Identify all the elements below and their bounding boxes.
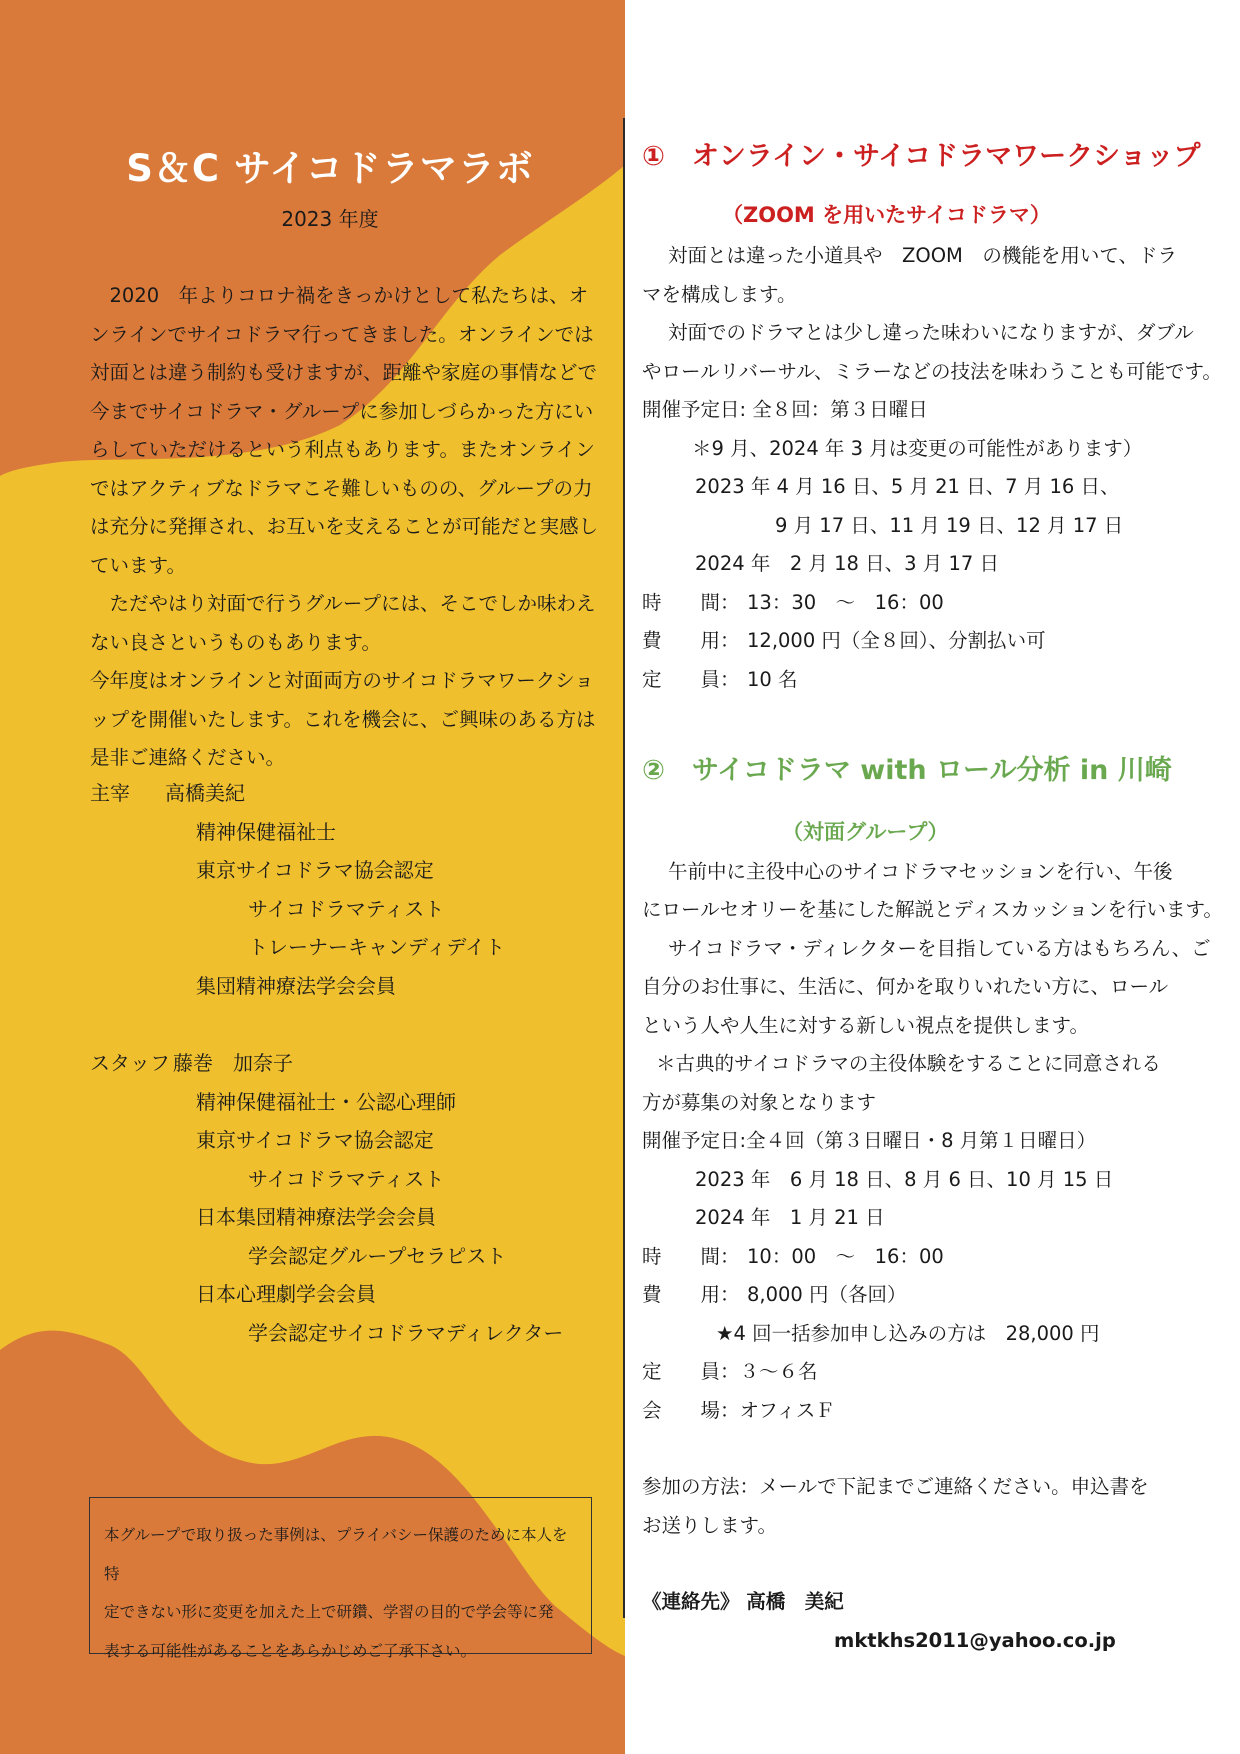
ws2-desc: にロールセオリーを基にした解説とディスカッションを行います。: [642, 898, 1223, 921]
page-title: S＆C サイコドラマラボ: [126, 147, 534, 190]
ws2-fee: 8,000 円（各回）: [747, 1283, 907, 1306]
ws1-schedule: 開催予定日: 全８回：第３日曜日: [642, 398, 928, 421]
ws2-desc: 方が募集の対象となります: [642, 1091, 877, 1114]
ws1-dates: 2024 年 2 月 18 日、3 月 17 日: [695, 552, 999, 575]
column-divider: [623, 118, 625, 1618]
ws2-desc: 午前中に主役中心のサイコドラマセッションを行い、午後: [668, 860, 1173, 883]
notice-line: 本グループで取り扱った事例は、プライバシー保護のために本人を特: [104, 1526, 568, 1583]
ws1-desc: やロールリバーサル、ミラーなどの技法を味わうことも可能です。: [642, 360, 1222, 383]
ws2-capacity: 定 員：３～６名: [642, 1360, 818, 1383]
intro-paragraph: 今年度はオンラインと対面両方のサイコドラマワークショップを開催いたします。これを機会に、ご興味のある方は是非ご連絡ください。: [90, 669, 596, 769]
organizer-role: 主宰: [90, 781, 130, 805]
how-to-join: お送りします。: [642, 1514, 777, 1537]
ws1-capacity-label: 定 員：: [642, 668, 740, 691]
credential: 東京サイコドラマ協会認定: [196, 858, 434, 882]
ws1-dates: 2023 年 4 月 16 日、5 月 21 日、7 月 16 日、: [695, 475, 1120, 498]
year-label: 2023 年度: [281, 207, 379, 231]
ws1-desc: 対面とは違った小道具や ZOOM の機能を用いて、ドラ: [668, 244, 1177, 267]
ws2-desc: サイコドラマ・ディレクターを目指している方はもちろん、ご: [668, 937, 1211, 960]
credential: サイコドラマティスト: [248, 896, 445, 921]
intro-paragraph: 2020 年よりコロナ禍をきっかけとして私たちは、オンラインでサイコドラマ行ってきました。オンラインでは対面とは違う制約も受けますが、距離や家庭の事情などで今までサイコドラマ・グループに参加しづらかった方にいらしていただけるという利点もあります。またオンラインではアクティブなドラマこそ難しいものの、グループの力は充分に発揮され、お互いを支えることが可能だと実感しています。: [90, 284, 599, 577]
credential: 精神保健福祉士・公認心理師: [196, 1089, 456, 1114]
ws2-venue: 会 場：オフィスＦ: [642, 1399, 835, 1422]
workshop1-heading: ① オンライン・サイコドラマワークショップ: [642, 141, 1201, 172]
ws2-fee-note: ★4 回一括参加申し込みの方は 28,000 円: [716, 1322, 1100, 1345]
ws2-schedule: 開催予定日:全４回（第３日曜日・8 月第１日曜日）: [642, 1129, 1097, 1152]
credential: 集団精神療法学会会員: [196, 973, 396, 998]
credential: 学会認定サイコドラマディレクター: [248, 1320, 564, 1345]
workshop2-subheading: （対面グループ）: [782, 820, 949, 844]
contact-email-link[interactable]: mktkhs2011@yahoo.co.jp: [834, 1629, 1116, 1652]
staff-name: 藤巻 加奈子: [173, 1051, 293, 1075]
workshop1-subheading: （ZOOM を用いたサイコドラマ）: [722, 203, 1051, 227]
contact-label: 《連絡先》 高橋 美紀: [642, 1590, 844, 1613]
intro-text: [90, 277, 605, 778]
ws1-desc: マを構成します。: [642, 283, 797, 306]
ws2-time-label: 時 間：: [642, 1245, 740, 1268]
ws1-desc: 対面でのドラマとは少し違った味わいになりますが、ダブル: [668, 321, 1194, 344]
ws1-dates: 9 月 17 日、11 月 19 日、12 月 17 日: [775, 514, 1124, 537]
staff-block: [90, 1044, 610, 1352]
ws2-desc: ＊古典的サイコドラマの主役体験をすることに同意される: [656, 1052, 1161, 1075]
ws2-dates: 2024 年 1 月 21 日: [695, 1206, 885, 1229]
staff-role: スタッフ: [90, 1051, 170, 1075]
credential: 日本心理劇学会会員: [196, 1282, 376, 1306]
ws1-time: 13：30 ～ 16：00: [747, 591, 944, 614]
ws1-capacity: 10 名: [747, 668, 798, 691]
credential: 東京サイコドラマ協会認定: [196, 1128, 434, 1152]
credential: トレーナーキャンディデイト: [248, 935, 505, 959]
ws2-dates: 2023 年 6 月 18 日、8 月 6 日、10 月 15 日: [695, 1168, 1114, 1191]
ws2-desc: 自分のお仕事に、生活に、何かを取りいれたい方に、ロール: [642, 975, 1169, 998]
credential: サイコドラマティスト: [248, 1166, 445, 1191]
how-to-join: 参加の方法：メールで下記までご連絡ください。申込書を: [642, 1475, 1149, 1498]
ws2-fee-label: 費 用：: [642, 1283, 740, 1306]
notice-line: 定できない形に変更を加えた上で研鑽、学習の目的で学会等に発: [104, 1603, 554, 1621]
intro-paragraph: ただやはり対面で行うグループには、そこでしか味わえない良さというものもあります。: [90, 592, 596, 654]
privacy-notice-box: [89, 1497, 592, 1660]
notice-line: 表する可能性があることをあらかじめご了承下さい。: [104, 1641, 477, 1660]
ws2-time: 10：00 ～ 16：00: [747, 1245, 944, 1268]
credential: 精神保健福祉士: [196, 819, 336, 844]
organizer-block: [90, 774, 610, 1005]
ws1-time-label: 時 間：: [642, 591, 740, 614]
organizer-name: 高橋美紀: [165, 781, 245, 805]
workshop2-heading: ② サイコドラマ with ロール分析 in 川崎: [642, 755, 1172, 786]
ws1-fee-label: 費 用：: [642, 629, 740, 652]
ws1-note: ＊9 月、2024 年 3 月は変更の可能性があります）: [692, 437, 1143, 460]
credential: 日本集団精神療法学会会員: [196, 1205, 436, 1229]
credential: 学会認定グループセラピスト: [248, 1243, 507, 1268]
ws1-fee: 12,000 円（全８回）、分割払い可: [747, 629, 1046, 652]
ws2-desc: という人や人生に対する新しい視点を提供します。: [642, 1014, 1089, 1037]
